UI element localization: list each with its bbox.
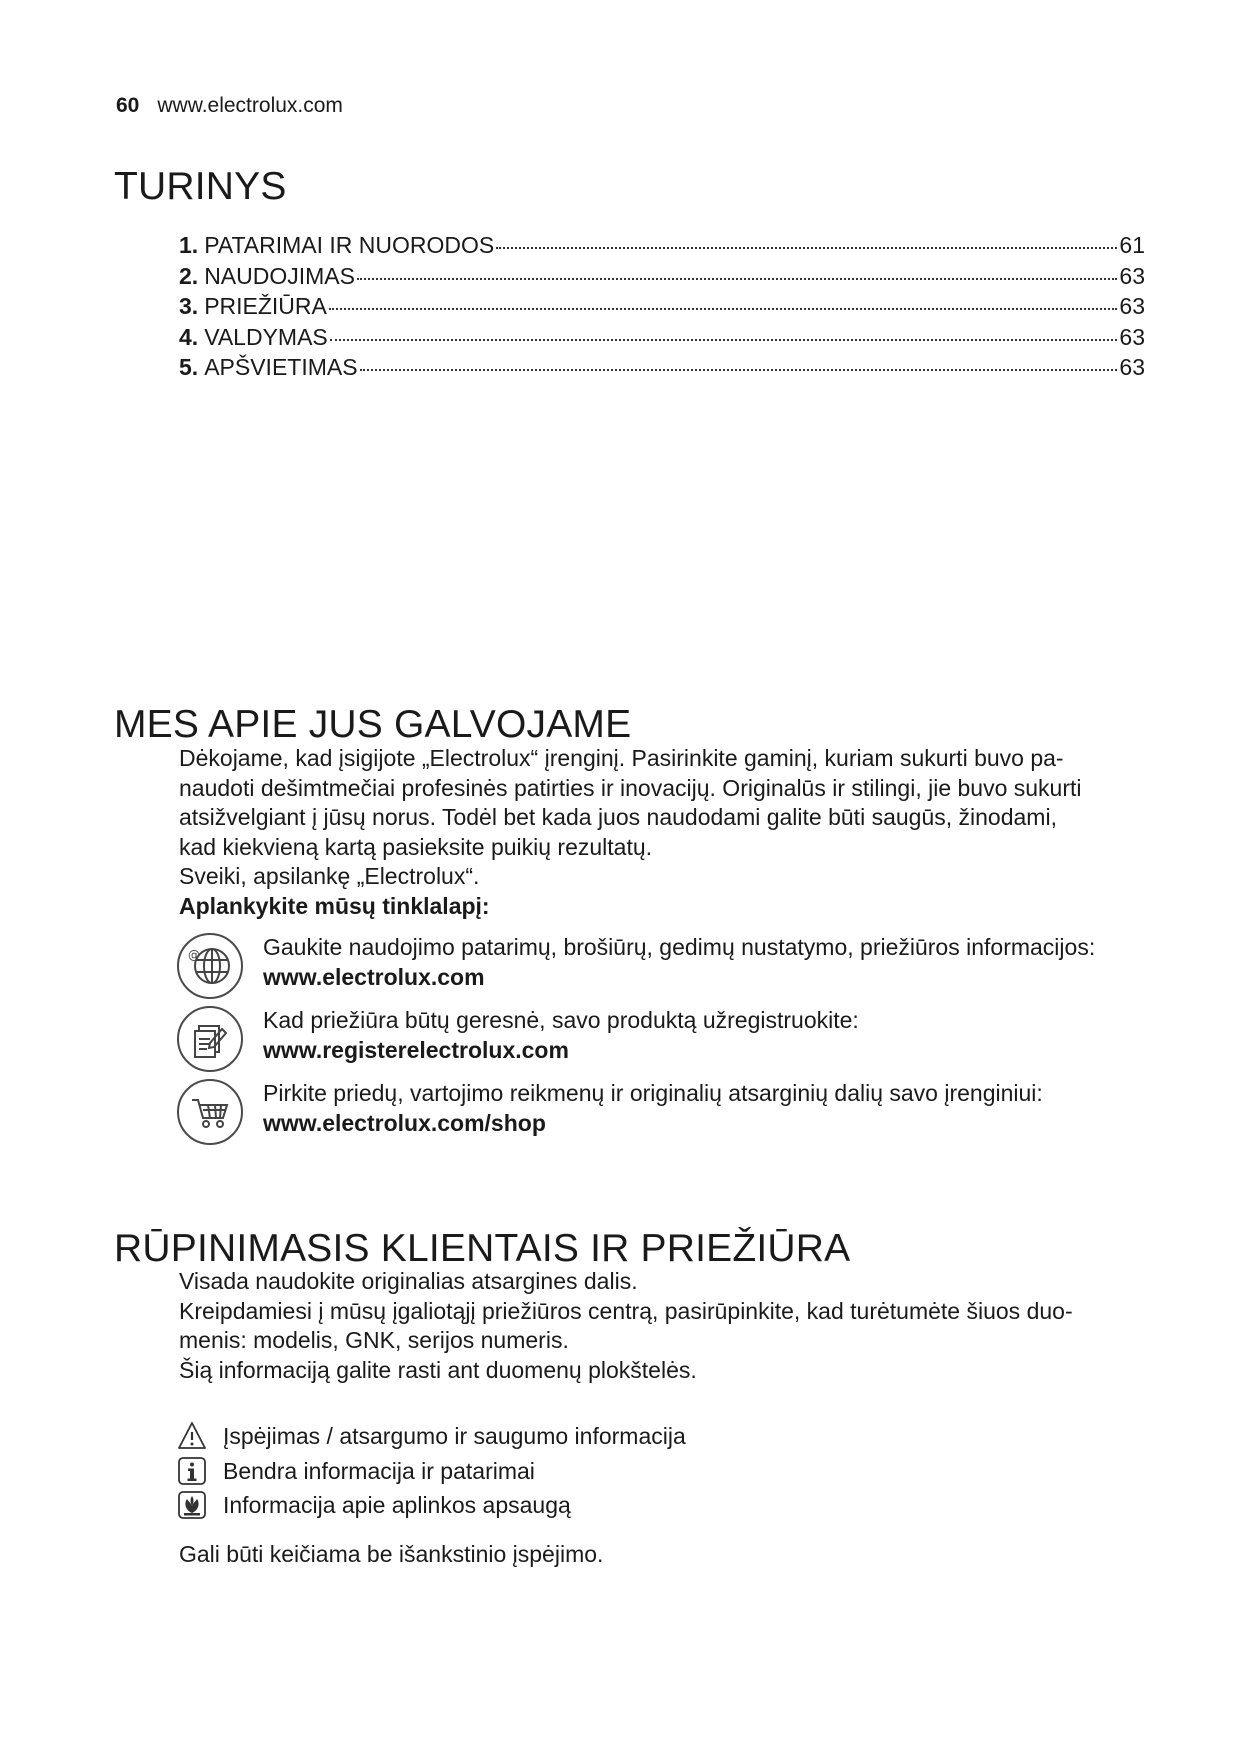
link-url[interactable]: www.registerelectrolux.com <box>263 1036 569 1063</box>
toc-item-label: VALDYMAS <box>204 323 328 350</box>
care-body <box>179 1267 1073 1385</box>
care-line: Visada naudokite originalias atsargines dalis. <box>179 1268 638 1294</box>
toc-leader <box>329 308 1118 310</box>
link-description: Pirkite priedų, vartojimo reikmenų ir originalių atsarginių dalių savo įrenginiui: <box>263 1080 1043 1106</box>
environment-icon <box>177 1490 207 1520</box>
link-url[interactable]: www.electrolux.com <box>263 963 485 990</box>
symbol-label: Informacija apie aplinkos apsaugą <box>223 1492 571 1518</box>
symbol-label: Įspėjimas / atsargumo ir saugumo informacija <box>223 1423 686 1449</box>
toc-item-page: 63 <box>1119 323 1145 350</box>
header-website[interactable]: www.electrolux.com <box>157 94 343 117</box>
toc-leader <box>330 339 1118 341</box>
care-line: Šią informaciją galite rasti ant duomenų plokštelės. <box>179 1356 697 1383</box>
toc-item-4[interactable] <box>179 324 1145 355</box>
toc-item-label: PRIEŽIŪRA <box>204 293 327 319</box>
care-line: menis: modelis, GNK, serijos numeris. <box>179 1327 569 1353</box>
toc-item-3[interactable] <box>179 293 1145 324</box>
toc-title: TURINYS <box>114 165 287 208</box>
toc-leader <box>360 369 1118 371</box>
toc-item-5[interactable] <box>179 354 1145 385</box>
warning-icon <box>177 1421 207 1451</box>
table-of-contents <box>179 232 1145 385</box>
link-text <box>263 933 1095 992</box>
cart-icon <box>177 1079 243 1145</box>
link-text <box>263 1079 1043 1138</box>
link-text <box>263 1006 859 1065</box>
about-line: Sveiki, apsilankę „Electrolux“. <box>179 863 480 889</box>
visit-heading: Aplankykite mūsų tinklalapį: <box>179 892 490 919</box>
globe-icon <box>177 933 243 999</box>
info-icon <box>177 1456 207 1486</box>
toc-item-1[interactable] <box>179 232 1145 263</box>
about-title: MES APIE JUS GALVOJAME <box>114 703 632 746</box>
about-line: naudoti dešimtmečiai profesinės patirties ir inovacijų. Originalūs ir stilingi, jie buvo sukurti <box>179 774 1082 801</box>
about-line: atsižvelgiant į jūsų norus. Todėl bet kada juos naudodami galite būti saugūs, žinodami, <box>179 804 1057 830</box>
care-title: RŪPINIMASIS KLIENTAIS IR PRIEŽIŪRA <box>114 1227 851 1270</box>
toc-item-number: 3. <box>179 293 199 319</box>
toc-item-label: APŠVIETIMAS <box>204 354 358 380</box>
about-body <box>179 744 1082 921</box>
care-line: Kreipdamiesi į mūsų įgaliotąjį priežiūros centrą, pasirūpinkite, kad turėtumėte šiuos duo- <box>179 1297 1073 1324</box>
toc-item-page: 63 <box>1119 293 1145 319</box>
page-header <box>116 94 343 118</box>
about-line: Dėkojame, kad įsigijote „Electrolux“ įrenginį. Pasirinkite gaminį, kuriam sukurti buvo pa- <box>179 745 1064 771</box>
toc-item-number: 2. <box>179 262 199 289</box>
link-url[interactable]: www.electrolux.com/shop <box>263 1109 546 1136</box>
toc-item-number: 1. <box>179 232 199 258</box>
toc-item-2[interactable] <box>179 263 1145 294</box>
link-description: Gaukite naudojimo patarimų, brošiūrų, gedimų nustatymo, priežiūros informacijos: <box>263 934 1096 960</box>
toc-item-page: 63 <box>1119 354 1145 380</box>
register-icon <box>177 1006 243 1072</box>
page-number: 60 <box>116 94 140 117</box>
toc-leader <box>496 247 1117 249</box>
about-line: kad kiekvieną kartą pasieksite puikių rezultatų. <box>179 833 653 860</box>
link-description: Kad priežiūra būtų geresnė, savo produktą užregistruokite: <box>263 1007 859 1033</box>
symbol-label: Bendra informacija ir patarimai <box>223 1458 535 1484</box>
toc-leader <box>357 278 1117 280</box>
toc-item-label: PATARIMAI IR NUORODOS <box>204 232 495 258</box>
toc-item-label: NAUDOJIMAS <box>204 262 355 289</box>
svg-text:@: @ <box>188 948 200 962</box>
toc-item-number: 5. <box>179 354 199 380</box>
toc-item-page: 63 <box>1119 262 1145 289</box>
change-notice: Gali būti keičiama be išankstinio įspėjimo. <box>179 1541 604 1567</box>
toc-item-number: 4. <box>179 323 199 350</box>
toc-item-page: 61 <box>1119 232 1145 258</box>
